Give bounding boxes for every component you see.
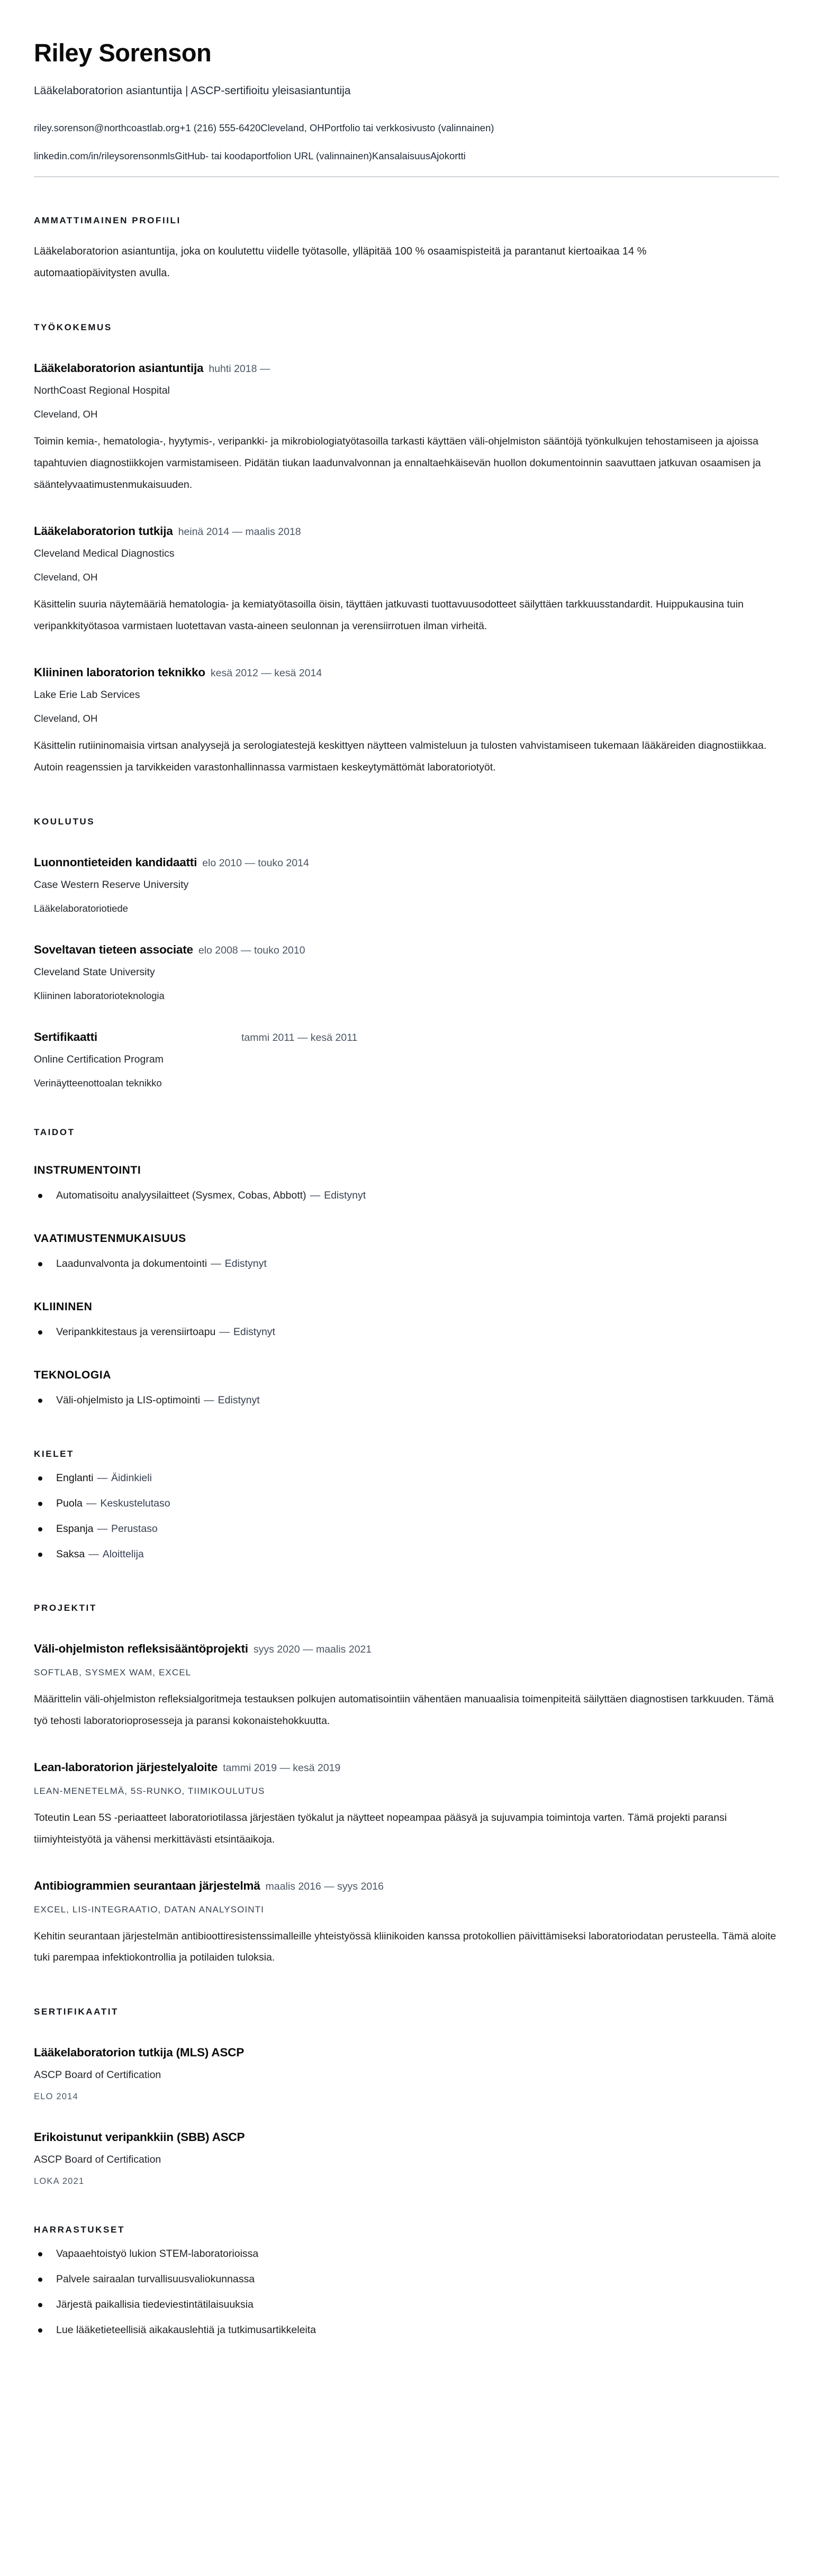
bullet-dot-icon xyxy=(38,1262,42,1266)
project-title: Väli-ohjelmiston refleksisääntöprojekti xyxy=(34,1641,248,1655)
skill-list xyxy=(34,1322,779,1343)
education-header xyxy=(34,856,779,869)
education-header xyxy=(34,943,779,957)
language-item xyxy=(34,1519,779,1539)
job-entry xyxy=(34,524,779,637)
dash-separator: — xyxy=(204,1394,214,1406)
contact-location: Cleveland, OH xyxy=(260,122,324,133)
job-header xyxy=(34,666,779,679)
contact-driving-license: Ajokortti xyxy=(430,150,466,162)
school-name: Case Western Reserve University xyxy=(34,878,189,891)
project-dates: syys 2020 — maalis 2021 xyxy=(253,1643,372,1655)
hobby-text: Lue lääketieteellisiä aikakauslehtiä ja tutkimusartikkeleita xyxy=(56,2324,317,2336)
dash-separator: — xyxy=(86,1497,97,1509)
language-level: Keskustelutaso xyxy=(100,1497,170,1509)
contact-github: GitHub- tai koodaportfolion URL (valinnainen) xyxy=(175,150,372,162)
education-heading: KOULUTUS xyxy=(34,816,95,827)
education-entry xyxy=(34,943,779,1002)
bullet-dot-icon xyxy=(38,1330,42,1335)
certification-title: Lääkelaboratorion tutkija (MLS) ASCP xyxy=(34,2046,245,2060)
language-name: Espanja xyxy=(56,1522,94,1535)
job-dates: huhti 2018 — xyxy=(209,363,270,375)
project-header xyxy=(34,1761,779,1774)
experience-heading: TYÖKOKEMUS xyxy=(34,322,112,333)
contact-portfolio: Portfolio tai verkkosivusto (valinnainen) xyxy=(324,122,494,133)
language-item xyxy=(34,1544,779,1565)
degree-title: Luonnontieteiden kandidaatti xyxy=(34,855,197,869)
field-of-study: Lääkelaboratoriotiede xyxy=(34,902,128,914)
contact-row-2 xyxy=(34,149,779,164)
skill-list xyxy=(34,1185,779,1206)
contact-phone: +1 (216) 555-6420 xyxy=(179,122,261,133)
languages-heading: KIELET xyxy=(34,1448,75,1459)
job-title: Lääkelaboratorion asiantuntija xyxy=(34,361,204,375)
bullet-dot-icon xyxy=(38,2278,42,2282)
job-entry xyxy=(34,361,779,496)
job-location: Cleveland, OH xyxy=(34,572,98,583)
section-experience xyxy=(34,322,779,778)
certification-issuer: ASCP Board of Certification xyxy=(34,2069,161,2081)
certifications-heading: SERTIFIKAATIT xyxy=(34,2007,119,2017)
certification-title: Erikoistunut veripankkiin (SBB) ASCP xyxy=(34,2130,245,2144)
bullet-dot-icon xyxy=(38,1399,42,1403)
skill-group-name: KLIININEN xyxy=(34,1300,93,1313)
bullet-dot-icon xyxy=(38,1553,42,1557)
job-title: Kliininen laboratorion teknikko xyxy=(34,665,205,679)
certification-date: ELO 2014 xyxy=(34,2092,78,2102)
dash-separator: — xyxy=(219,1326,230,1338)
language-item xyxy=(34,1493,779,1514)
job-description: Käsittelin rutiininomaisia virtsan analyysejä ja serologiatestejä keskittyen näytteen valmisteluun ja tulosten vahvistamiseen tukemaan lääkäreiden diagnostiikkaa. Autoin reagenssien ja tarvikkeiden varastonhallinnassa varmistaen keskeytymättömät laboratoriotyöt. xyxy=(34,739,767,773)
education-dates: elo 2008 — touko 2010 xyxy=(198,944,305,956)
headline: Lääkelaboratorion asiantuntija | ASCP-sertifioitu yleisasiantuntija xyxy=(34,84,351,97)
dash-separator: — xyxy=(97,1522,107,1535)
education-dates: elo 2010 — touko 2014 xyxy=(202,857,309,869)
project-description: Toteutin Lean 5S -periaatteet laboratoriotilassa järjestäen työkalut ja näytteet nopeampaa pääsyä ja sujuvampia toimintoja varten. Tämä projekti paransi tiimiyhteistyötä ja vähensi merkittävästi etsintäaikoja. xyxy=(34,1811,727,1845)
skill-text: Laadunvalvonta ja dokumentointi xyxy=(56,1257,207,1269)
resume-header xyxy=(34,39,779,177)
job-location: Cleveland, OH xyxy=(34,712,98,724)
profile-text: Lääkelaboratorion asiantuntija, joka on koulutettu viidelle työtasolle, ylläpitää 100 % osaamispisteitä ja parantanut kiertoaikaa 14 % automaatiopäivitysten avulla. xyxy=(34,246,647,279)
skill-text: Automatisoitu analyysilaitteet (Sysmex, Cobas, Abbott) xyxy=(56,1189,306,1201)
school-name: Cleveland State University xyxy=(34,966,155,978)
project-description: Kehitin seurantaan järjestelmän antibioottiresistenssimalleille yhteistyössä kliinikoiden kanssa protokollien päivittämiseksi laboratoriodatan perusteella. Tämä aloite tuki parempaa infektiokontrollia ja potilaiden tuloksia. xyxy=(34,1930,776,1964)
profile-heading: AMMATTIMAINEN PROFIILI xyxy=(34,215,181,226)
language-level: Aloittelija xyxy=(102,1548,144,1560)
skill-text: Veripankkitestaus ja verensiirtoapu xyxy=(56,1326,216,1338)
job-company: Lake Erie Lab Services xyxy=(34,688,140,701)
language-name: Saksa xyxy=(56,1548,85,1560)
job-dates: heinä 2014 — maalis 2018 xyxy=(178,526,301,538)
degree-title: Soveltavan tieteen associate xyxy=(34,942,193,956)
skill-group xyxy=(34,1164,779,1206)
skill-text: Väli-ohjelmisto ja LIS-optimointi xyxy=(56,1394,201,1406)
field-of-study: Verinäytteenottoalan teknikko xyxy=(34,1077,162,1089)
job-header xyxy=(34,524,779,538)
project-tags: EXCEL, LIS-INTEGRAATIO, DATAN ANALYSOINTI xyxy=(34,1904,264,1915)
hobby-text: Järjestä paikallisia tiedeviestintätilaisuuksia xyxy=(56,2299,254,2311)
hobby-item xyxy=(34,2294,779,2315)
contact-citizenship: Kansalaisuus xyxy=(372,150,430,162)
language-name: Puola xyxy=(56,1497,83,1509)
skill-group xyxy=(34,1369,779,1411)
section-skills xyxy=(34,1127,779,1411)
bullet-dot-icon xyxy=(38,2328,42,2333)
certification-issuer: ASCP Board of Certification xyxy=(34,2154,161,2166)
project-entry xyxy=(34,1879,779,1969)
project-dates: tammi 2019 — kesä 2019 xyxy=(223,1762,341,1774)
bullet-dot-icon xyxy=(38,2303,42,2307)
education-entry xyxy=(34,1030,779,1089)
contact-row-1 xyxy=(34,121,779,135)
language-level: Äidinkieli xyxy=(111,1472,152,1484)
dash-separator: — xyxy=(97,1472,107,1484)
project-entry xyxy=(34,1761,779,1851)
contact-email: riley.sorenson@northcoastlab.org xyxy=(34,122,180,133)
bullet-dot-icon xyxy=(38,1194,42,1198)
hobby-text: Palvele sairaalan turvallisuusvaliokunnassa xyxy=(56,2273,255,2285)
section-projects xyxy=(34,1603,779,1969)
dash-separator: — xyxy=(310,1189,321,1201)
section-languages xyxy=(34,1449,779,1565)
bullet-dot-icon xyxy=(38,2252,42,2256)
degree-title: Sertifikaatti xyxy=(34,1030,97,1044)
contact-linkedin: linkedin.com/in/rileysorensonmls xyxy=(34,150,175,162)
project-entry xyxy=(34,1642,779,1732)
language-name: Englanti xyxy=(56,1472,94,1484)
skill-item xyxy=(34,1322,779,1343)
hobby-item xyxy=(34,2320,779,2341)
skill-group-name: VAATIMUSTENMUKAISUUS xyxy=(34,1232,186,1245)
bullet-dot-icon xyxy=(38,1527,42,1531)
skill-list xyxy=(34,1254,779,1274)
field-of-study: Kliininen laboratorioteknologia xyxy=(34,990,165,1001)
certification-date: LOKA 2021 xyxy=(34,2176,85,2187)
section-profile xyxy=(34,215,779,284)
project-header xyxy=(34,1879,779,1893)
dash-separator: — xyxy=(88,1548,99,1560)
education-header xyxy=(34,1030,779,1044)
hobby-item xyxy=(34,2244,779,2264)
skill-group-name: INSTRUMENTOINTI xyxy=(34,1164,141,1176)
language-item xyxy=(34,1468,779,1489)
project-header xyxy=(34,1642,779,1656)
language-list xyxy=(34,1468,779,1565)
section-certifications xyxy=(34,2007,779,2187)
job-company: Cleveland Medical Diagnostics xyxy=(34,548,175,559)
project-dates: maalis 2016 — syys 2016 xyxy=(265,1880,384,1892)
job-location: Cleveland, OH xyxy=(34,409,98,420)
dash-separator: — xyxy=(211,1257,221,1269)
hobby-item xyxy=(34,2269,779,2290)
hobby-list xyxy=(34,2244,779,2341)
skill-level: Edistynyt xyxy=(324,1189,366,1201)
bullet-dot-icon xyxy=(38,1502,42,1506)
section-hobbies xyxy=(34,2225,779,2341)
hobby-text: Vapaaehtoistyö lukion STEM-laboratorioissa xyxy=(56,2248,259,2260)
education-dates: tammi 2011 — kesä 2011 xyxy=(241,1031,358,1044)
skill-level: Edistynyt xyxy=(224,1257,267,1269)
job-description: Käsittelin suuria näytemääriä hematologia- ja kemiatyötasoilla öisin, täyttäen jatkuvasti tuottavuusodotteet säilyttäen tarkkuusstandardit. Huippukausina tuin veripankkityötasoa varmistaen luotettavan vasta-aineen seulonnan ja verensiirrotuen ilman virheitä. xyxy=(34,598,744,632)
bullet-dot-icon xyxy=(38,1476,42,1481)
education-entry xyxy=(34,856,779,914)
skill-group-name: TEKNOLOGIA xyxy=(34,1368,111,1381)
skill-list xyxy=(34,1390,779,1411)
job-dates: kesä 2012 — kesä 2014 xyxy=(210,667,322,679)
language-level: Perustaso xyxy=(111,1522,158,1535)
certification-entry xyxy=(34,2130,779,2187)
certification-entry xyxy=(34,2046,779,2102)
job-company: NorthCoast Regional Hospital xyxy=(34,385,170,397)
job-header xyxy=(34,361,779,375)
project-title: Antibiogrammien seurantaan järjestelmä xyxy=(34,1879,260,1892)
projects-heading: PROJEKTIT xyxy=(34,1602,97,1613)
project-description: Määrittelin väli-ohjelmiston refleksialgoritmeja testauksen polkujen automatisointiin vähentäen manuaalisia toimenpiteitä säilyttäen diagnostisen tarkkuuden. Tämä työ tehosti laboratorioprosesseja ja paransi kokonaistehokkuutta. xyxy=(34,1693,774,1727)
project-tags: SOFTLAB, SYSMEX WAM, EXCEL xyxy=(34,1667,192,1677)
project-tags: LEAN-MENETELMÄ, 5S-RUNKO, TIIMIKOULUTUS xyxy=(34,1785,265,1796)
hobbies-heading: HARRASTUKSET xyxy=(34,2225,125,2235)
job-entry xyxy=(34,666,779,778)
person-name: Riley Sorenson xyxy=(34,39,212,67)
section-education xyxy=(34,817,779,1089)
skill-item xyxy=(34,1254,779,1274)
skill-item xyxy=(34,1185,779,1206)
skill-level: Edistynyt xyxy=(218,1394,260,1406)
skill-group xyxy=(34,1232,779,1274)
skill-group xyxy=(34,1301,779,1343)
job-description: Toimin kemia-, hematologia-, hyytymis-, veripankki- ja mikrobiologiatyötasoilla tarkasti käyttäen väli-ohjelmiston sääntöjä työnkulkujen tehostamiseen ja ajoissa tapahtuvien diagnostiikkojen varmistamiseen. Pidätän tiukan laadunvalvonnan ja ennaltaehkäisevän huollon dokumentoinnin saavuttaen jatkuvan osaamisen ja sääntelyvaatimustenmukaisuuden. xyxy=(34,436,761,491)
school-name: Online Certification Program xyxy=(34,1053,164,1065)
project-title: Lean-laboratorion järjestelyaloite xyxy=(34,1760,218,1774)
skill-item xyxy=(34,1390,779,1411)
skills-heading: TAIDOT xyxy=(34,1127,75,1137)
job-title: Lääkelaboratorion tutkija xyxy=(34,524,173,538)
header-divider xyxy=(34,176,779,177)
skill-level: Edistynyt xyxy=(233,1326,275,1338)
